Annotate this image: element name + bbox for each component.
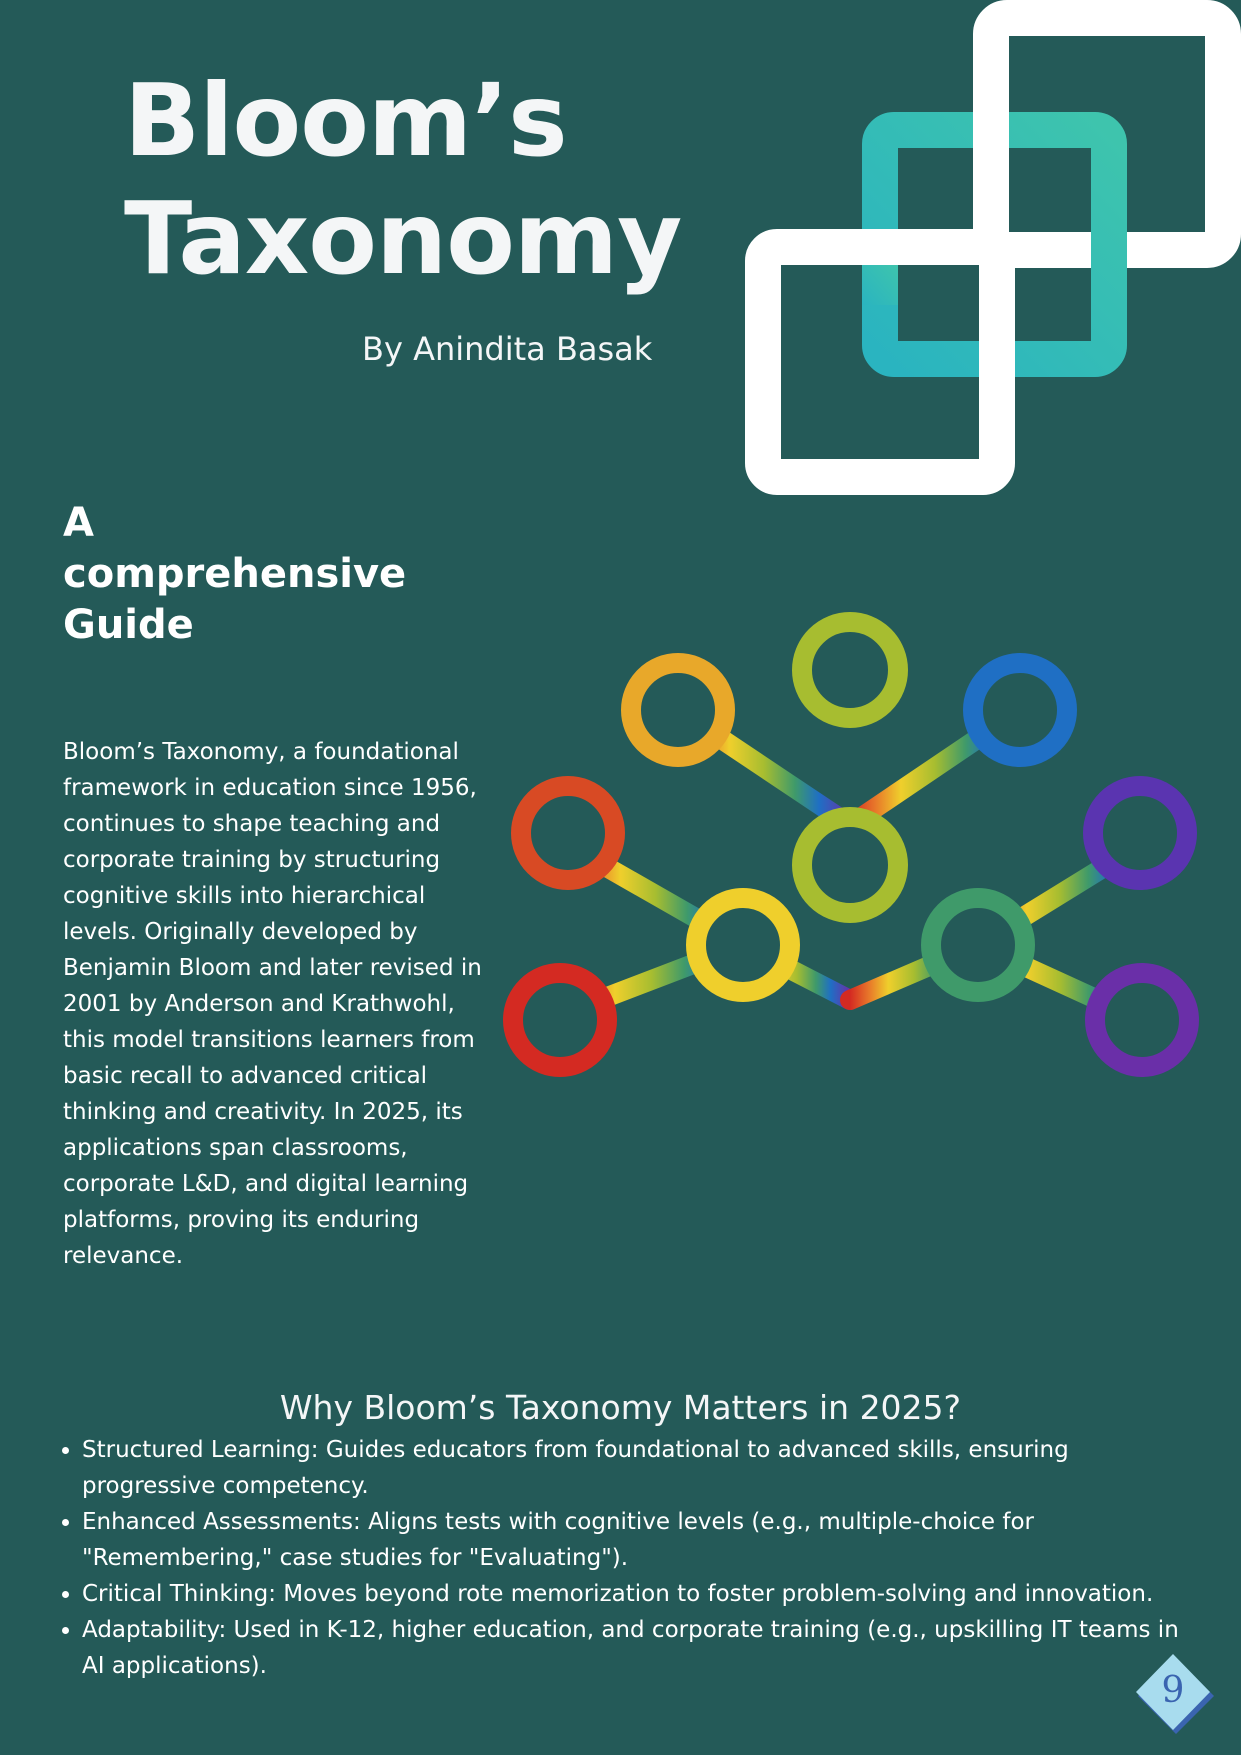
page-number: 9 xyxy=(1161,1670,1185,1711)
node-top xyxy=(802,622,898,718)
node-far-right-top xyxy=(1093,786,1187,880)
why-list xyxy=(48,1432,1182,1684)
list-item: • Enhanced Assessments: Aligns tests with cognitive levels (e.g., multiple-choice for "Remembering," case studies for "Evaluating"). xyxy=(82,1504,1182,1576)
square-teal-overlap xyxy=(862,265,898,305)
node-far-left-top xyxy=(521,786,615,880)
document-title xyxy=(124,62,681,298)
node-upper-left xyxy=(631,663,725,757)
node-mid-right xyxy=(931,898,1025,992)
interlocking-squares-icon xyxy=(740,0,1241,500)
node-mid-left xyxy=(696,898,790,992)
section-subtitle: A comprehensive Guide xyxy=(63,500,407,648)
author-byline: By Anindita Basak xyxy=(362,330,653,368)
tree-diagram-icon xyxy=(500,600,1200,1230)
list-item: • Adaptability: Used in K-12, higher education, and corporate training (e.g., upskilling IT teams in AI applications). xyxy=(82,1612,1182,1684)
node-far-right-bottom xyxy=(1095,973,1189,1067)
node-upper-right xyxy=(973,663,1067,757)
square-back-overlap xyxy=(973,112,1009,152)
node-center xyxy=(802,817,898,913)
intro-paragraph: Bloom’s Taxonomy, a foundational framework in education since 1956, continues to shape teaching and corporate training by structuring cognitive skills into hierarchical levels. Originally developed by Benjamin Bloom and later revised in 2001 by Anderson and Krathwohl, this model transitions learners from basic recall to advanced critical thinking and creativity. In 2025, its applications span classrooms, corporate L&D, and digital learning platforms, proving its enduring relevance. xyxy=(63,739,482,1269)
node-far-left-bottom xyxy=(513,973,607,1067)
why-heading: Why Bloom’s Taxonomy Matters in 2025? xyxy=(279,1388,962,1427)
list-item: • Structured Learning: Guides educators from foundational to advanced skills, ensuring progressive competency. xyxy=(82,1432,1182,1504)
title-line-1: Bloom’s xyxy=(124,62,567,179)
title-line-2: Taxonomy xyxy=(124,180,682,297)
list-item: • Critical Thinking: Moves beyond rote memorization to foster problem-solving and innovation. xyxy=(82,1576,1182,1612)
